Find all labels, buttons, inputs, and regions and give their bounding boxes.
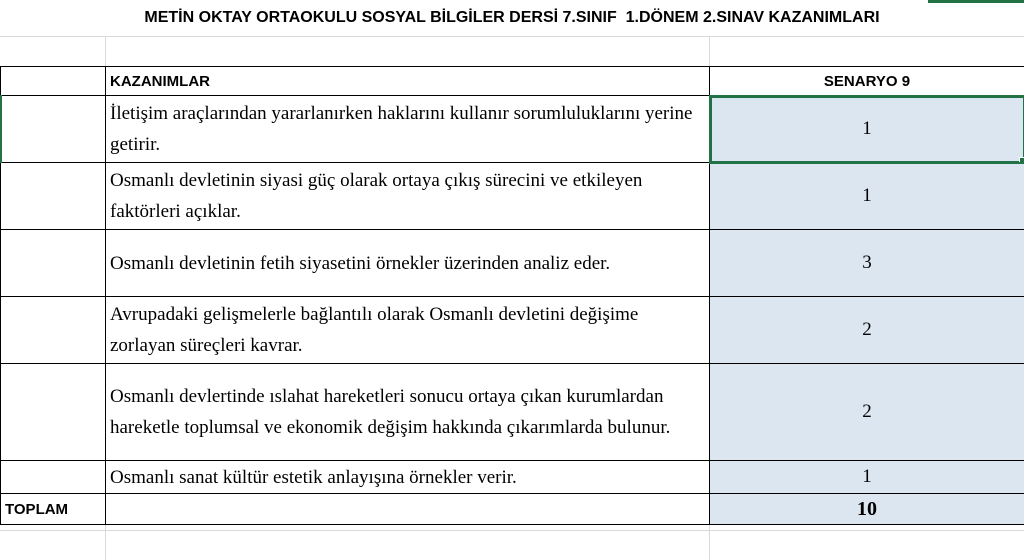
kazanim-text[interactable]: Osmanlı sanat kültür estetik anlayışına örnekler verir. — [106, 461, 710, 494]
window-accent — [928, 0, 1024, 3]
table-row — [1, 461, 1024, 494]
table-row — [1, 297, 1024, 364]
total-row — [1, 494, 1024, 525]
table-row — [1, 96, 1024, 163]
senaryo-value[interactable]: 2 — [710, 364, 1024, 461]
table-row — [1, 163, 1024, 230]
senaryo-value: 1 — [862, 118, 872, 139]
header-kazanimlar[interactable]: KAZANIMLAR — [106, 67, 710, 96]
gridline — [0, 530, 1024, 531]
senaryo-value[interactable]: 1 — [710, 163, 1024, 230]
table-row — [1, 364, 1024, 461]
row-index-cell[interactable] — [1, 230, 106, 297]
row-index-cell[interactable] — [1, 163, 106, 230]
kazanim-text[interactable]: Osmanlı devletinin siyasi güç olarak ortaya çıkış sürecini ve etkileyen faktörleri açıklar. — [106, 163, 710, 230]
table-row — [1, 230, 1024, 297]
header-senaryo[interactable]: SENARYO 9 — [710, 67, 1024, 96]
senaryo-value-selected[interactable] — [710, 96, 1024, 163]
row-index-cell[interactable] — [1, 461, 106, 494]
row-index-cell[interactable] — [1, 96, 106, 163]
senaryo-value[interactable]: 3 — [710, 230, 1024, 297]
kazanim-text[interactable]: İletişim araçlarından yararlanırken haklarını kullanır sorumluluklarını yerine getirir. — [106, 96, 710, 163]
selection-row-marker — [0, 95, 2, 163]
row-index-cell[interactable] — [1, 364, 106, 461]
kazanim-text[interactable]: Osmanlı devletinin fetih siyasetini örnekler üzerinden analiz eder. — [106, 230, 710, 297]
senaryo-value[interactable]: 1 — [710, 461, 1024, 494]
kazanim-text[interactable]: Osmanlı devlertinde ıslahat hareketleri sonucu ortaya çıkan kurumlardan hareketle toplumsal ve ekonomik değişim hakkında çıkarımlarda bulunur. — [106, 364, 710, 461]
row-index-cell[interactable] — [1, 297, 106, 364]
sheet-title[interactable]: METİN OKTAY ORTAOKULU SOSYAL BİLGİLER DERSİ 7.SINIF 1.DÖNEM 2.SINAV KAZANIMLARI — [0, 0, 1024, 36]
header-empty-cell[interactable] — [1, 67, 106, 96]
header-row — [1, 67, 1024, 96]
gridline — [0, 36, 1024, 37]
total-empty-cell[interactable] — [106, 494, 710, 525]
total-label[interactable]: TOPLAM — [1, 494, 106, 525]
fill-handle[interactable] — [1019, 157, 1024, 163]
kazanim-text[interactable]: Avrupadaki gelişmelerle bağlantılı olarak Osmanlı devletini değişime zorlayan süreçleri kavrar. — [106, 297, 710, 364]
kazanim-table — [0, 66, 1024, 525]
senaryo-value[interactable]: 2 — [710, 297, 1024, 364]
total-value[interactable]: 10 — [710, 494, 1024, 525]
